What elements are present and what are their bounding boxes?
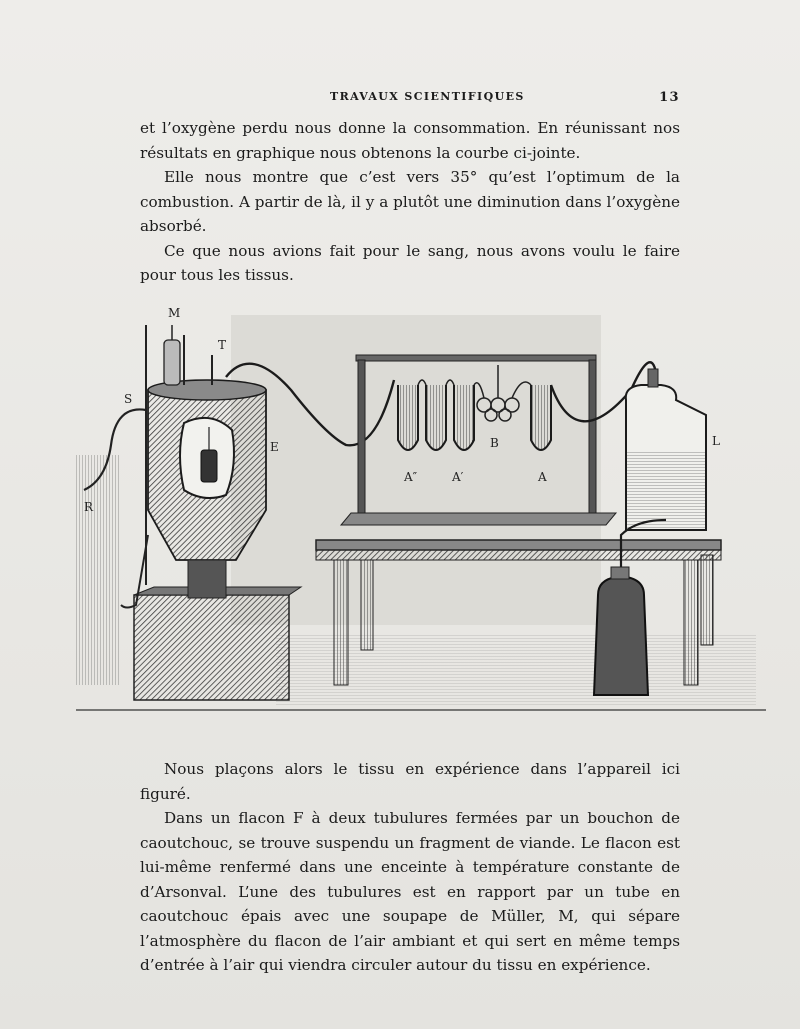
label-R: R <box>84 500 94 514</box>
bottom-text-block <box>140 757 680 978</box>
apparatus-illustration <box>76 305 766 715</box>
top-text-block <box>140 116 680 288</box>
frame-right-post <box>589 360 596 520</box>
u-tube-A1b <box>454 385 474 450</box>
frame-top <box>356 355 596 361</box>
label-S: S <box>124 392 133 406</box>
label-A: A <box>538 470 547 484</box>
table-leg <box>361 560 373 650</box>
label-L: L <box>712 434 720 448</box>
paragraph: Dans un flacon F à deux tubulures fermées par un bouchon de caoutchouc, se trouve suspendu un fragment de viande. Le flacon est lui-même renfermé dans une enceinte à température constante de d’Arsonval. L’une des tubulures est en rapport par un tube en caoutchouc épais avec une soupape de Müller, M, qui sépare l’atmosphère du flacon de l’air ambiant et qui sert en même temps d’entrée à l’air qui viendra circuler autour du tissu en expérience. <box>140 809 680 974</box>
paragraph: Ce que nous avions fait pour le sang, nous avons voulu le faire pour tous les tissus. <box>140 241 680 284</box>
label-B: B <box>490 436 499 450</box>
u-tube-A2 <box>398 385 418 450</box>
running-title: TRAVAUX SCIENTIFIQUES <box>330 90 525 103</box>
wall-shading <box>76 455 121 685</box>
table-leg <box>701 555 713 645</box>
u-tube-A1a <box>426 385 446 450</box>
paragraph: Elle nous montre que c’est vers 35° qu’est l’optimum de la combustion. A partir de là, il y a plutôt une diminution dans l’oxygène absorbé. <box>140 168 680 235</box>
paragraph: Nous plaçons alors le tissu en expérience dans l’appareil ici figuré. <box>140 760 680 803</box>
u-tube-A <box>531 385 551 450</box>
frame-base <box>341 513 616 525</box>
apparatus-engraving <box>76 305 766 715</box>
base-block <box>134 595 289 700</box>
label-A2: A″ <box>404 470 418 484</box>
flask-F <box>201 450 217 482</box>
burner <box>188 560 226 598</box>
lower-bottle <box>594 577 648 695</box>
label-M: M <box>168 306 181 320</box>
table-leg <box>334 560 348 685</box>
label-A1: A′ <box>452 470 464 484</box>
table-top <box>316 540 721 550</box>
paragraph: et l’oxygène perdu nous donne la consommation. En réunissant nos résultats en graphique nous obtenons la courbe ci-jointe. <box>140 119 680 162</box>
label-T: T <box>218 338 227 352</box>
label-E: E <box>270 440 279 454</box>
page-number: 13 <box>659 90 680 105</box>
frame-left-post <box>358 360 365 520</box>
table-leg <box>684 560 698 685</box>
muller-valve <box>164 340 180 385</box>
